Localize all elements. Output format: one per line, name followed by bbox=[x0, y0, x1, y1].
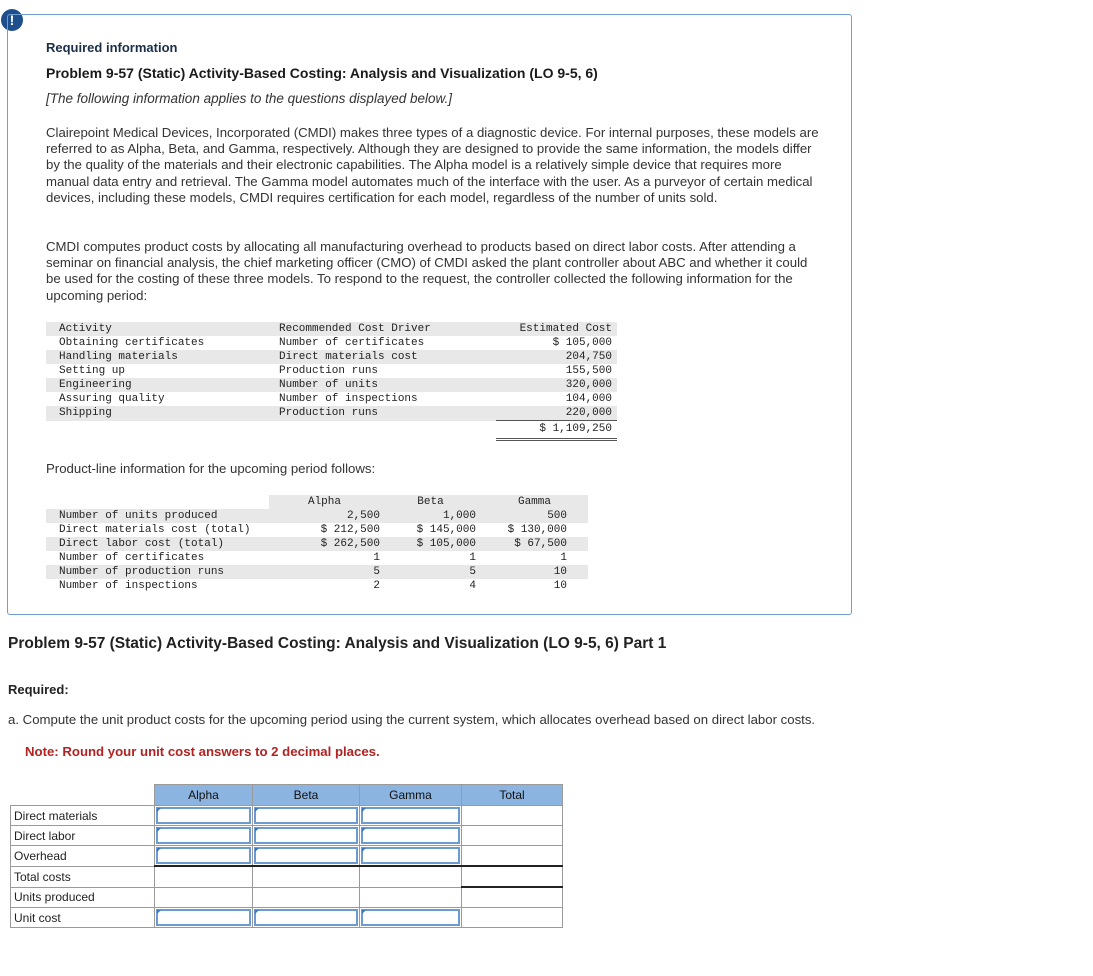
problem-title: Problem 9-57 (Static) Activity-Based Costing: Analysis and Visualization (LO 9-5, 6) bbox=[46, 65, 598, 81]
costing-paragraph: CMDI computes product costs by allocating all manufacturing overhead to products based on direct labor costs. After attending a seminar on financial analysis, the chief marketing officer (CMO) of CMDI asked the plant controller about ABC and whether it could be used for the costing of these three models. To respond to the request, the controller collected the following information for the upcoming period: bbox=[46, 239, 808, 303]
beta-value: $ 145,000 bbox=[416, 524, 476, 536]
total-direct-materials-cell bbox=[462, 806, 563, 826]
applies-note: [The following information applies to the questions displayed below.] bbox=[46, 91, 452, 106]
answer-row-direct-materials bbox=[11, 806, 563, 826]
table-row bbox=[46, 350, 617, 364]
beta-value: 1 bbox=[469, 552, 476, 564]
beta-direct-materials-input[interactable] bbox=[253, 806, 360, 826]
alpha-direct-materials-input[interactable] bbox=[155, 806, 253, 826]
table-row bbox=[46, 392, 617, 406]
table-row bbox=[46, 364, 617, 378]
alpha-units-cell bbox=[155, 887, 253, 908]
table-row bbox=[46, 565, 588, 579]
col-header-alpha: Alpha bbox=[269, 495, 385, 509]
col-header-beta: Beta bbox=[385, 495, 481, 509]
gamma-value: 500 bbox=[481, 509, 588, 523]
alpha-value: $ 262,500 bbox=[269, 537, 385, 551]
gamma-value: $ 130,000 bbox=[507, 524, 567, 536]
table-header-row bbox=[46, 495, 588, 509]
answer-row-units-produced bbox=[11, 887, 563, 908]
activity-name: Assuring quality bbox=[59, 393, 165, 405]
table-row bbox=[46, 406, 617, 421]
activity-name: Engineering bbox=[46, 378, 266, 392]
alpha-value: 2 bbox=[373, 580, 380, 592]
beta-overhead-input[interactable] bbox=[253, 846, 360, 867]
activity-name: Handling materials bbox=[46, 350, 266, 364]
table-row bbox=[46, 523, 588, 537]
total-total-costs-cell bbox=[462, 866, 563, 887]
cost-driver: Number of units bbox=[266, 378, 496, 392]
alpha-unit-cost-input[interactable] bbox=[155, 908, 253, 928]
row-label: Number of inspections bbox=[59, 580, 198, 592]
estimated-cost: $ 105,000 bbox=[552, 337, 612, 349]
answer-row-unit-cost bbox=[11, 908, 563, 928]
row-label: Overhead bbox=[11, 846, 155, 867]
col-header-total: Total bbox=[462, 785, 563, 806]
gamma-value: 1 bbox=[560, 552, 567, 564]
beta-direct-labor-input[interactable] bbox=[253, 826, 360, 846]
cost-driver: Production runs bbox=[266, 406, 496, 421]
cost-driver: Number of certificates bbox=[279, 337, 425, 349]
table-row bbox=[46, 551, 588, 565]
col-header-activity: Activity bbox=[46, 322, 266, 336]
activity-name: Setting up bbox=[59, 365, 126, 377]
question-text: Compute the unit product costs for the upcoming period using the current system, which allocates overhead based on direct labor costs. bbox=[22, 712, 816, 727]
question-prefix: a. bbox=[8, 712, 19, 727]
table-row bbox=[46, 509, 588, 523]
activity-cost-table bbox=[46, 322, 617, 441]
total-units-cell bbox=[462, 887, 563, 908]
rounding-note: Note: Round your unit cost answers to 2 decimal places. bbox=[25, 744, 380, 759]
row-label: Direct materials cost (total) bbox=[59, 524, 251, 536]
activity-name: Shipping bbox=[46, 406, 266, 421]
row-label: Direct materials bbox=[11, 806, 155, 826]
table-header-row bbox=[46, 322, 617, 336]
alert-icon: ! bbox=[1, 9, 23, 31]
beta-unit-cost-input[interactable] bbox=[253, 908, 360, 928]
gamma-units-cell bbox=[360, 887, 462, 908]
answer-row-direct-labor bbox=[11, 826, 563, 846]
total-overhead-cell bbox=[462, 846, 563, 867]
table-row bbox=[46, 336, 617, 350]
row-label: Total costs bbox=[11, 866, 155, 887]
col-header-estimated-cost: Estimated Cost bbox=[496, 322, 617, 336]
row-label: Unit cost bbox=[11, 908, 155, 928]
estimated-cost: 220,000 bbox=[496, 406, 617, 421]
gamma-total-costs-cell bbox=[360, 866, 462, 887]
beta-value: 4 bbox=[469, 580, 476, 592]
answer-header-row bbox=[11, 785, 563, 806]
col-header-gamma: Gamma bbox=[360, 785, 462, 806]
col-header-cost-driver: Recommended Cost Driver bbox=[266, 322, 496, 336]
cost-driver: Direct materials cost bbox=[266, 350, 496, 364]
gamma-direct-materials-input[interactable] bbox=[360, 806, 462, 826]
row-label: Direct labor bbox=[11, 826, 155, 846]
table-total-row bbox=[46, 421, 617, 440]
table-row bbox=[46, 537, 588, 551]
gamma-value: $ 67,500 bbox=[481, 537, 588, 551]
activity-name: Obtaining certificates bbox=[59, 337, 205, 349]
col-header-gamma: Gamma bbox=[481, 495, 588, 509]
col-header-alpha: Alpha bbox=[155, 785, 253, 806]
cost-driver: Production runs bbox=[279, 365, 379, 377]
total-direct-labor-cell bbox=[462, 826, 563, 846]
row-label: Number of units produced bbox=[46, 509, 269, 523]
table-row bbox=[46, 378, 617, 392]
estimated-cost: 320,000 bbox=[496, 378, 617, 392]
gamma-unit-cost-input[interactable] bbox=[360, 908, 462, 928]
part-title: Problem 9-57 (Static) Activity-Based Costing: Analysis and Visualization (LO 9-5, 6) Part 1 bbox=[8, 635, 667, 652]
alpha-value: $ 212,500 bbox=[320, 524, 380, 536]
answer-row-total-costs bbox=[11, 866, 563, 887]
beta-value: 5 bbox=[385, 565, 481, 579]
question bbox=[8, 712, 853, 728]
beta-value: $ 105,000 bbox=[385, 537, 481, 551]
col-header-beta: Beta bbox=[253, 785, 360, 806]
product-line-table bbox=[46, 495, 588, 593]
beta-value: 1,000 bbox=[385, 509, 481, 523]
table-row bbox=[46, 579, 588, 593]
intro-paragraph: Clairepoint Medical Devices, Incorporated (CMDI) makes three types of a diagnostic device. For internal purposes, these models are referred to as Alpha, Beta, and Gamma, respectively. Although they are designed to provide the same information, the models differ by the quality of the materials and their electronic capabilities. The Alpha model is a relatively simple device that requires more manual data entry and retrieval. The Gamma model automates much of the interface with the user. As a purveyor of certain medical devices, including these models, CMDI requires certification for each model, regardless of the number of units sold. bbox=[46, 125, 819, 205]
alpha-direct-labor-input[interactable] bbox=[155, 826, 253, 846]
total-unit-cost-cell bbox=[462, 908, 563, 928]
required-information-label: Required information bbox=[46, 40, 178, 55]
estimated-cost: 104,000 bbox=[565, 393, 612, 405]
required-label: Required: bbox=[8, 682, 69, 697]
row-label: Number of production runs bbox=[46, 565, 269, 579]
row-label: Number of certificates bbox=[59, 552, 205, 564]
alpha-value: 1 bbox=[373, 552, 380, 564]
row-label: Units produced bbox=[11, 887, 155, 908]
gamma-value: 10 bbox=[481, 565, 588, 579]
answer-table bbox=[10, 784, 563, 928]
alpha-overhead-input[interactable] bbox=[155, 846, 253, 867]
row-label: Direct labor cost (total) bbox=[46, 537, 269, 551]
answer-row-overhead bbox=[11, 846, 563, 867]
estimated-cost: 204,750 bbox=[496, 350, 617, 364]
alpha-value: 5 bbox=[269, 565, 385, 579]
estimated-cost: 155,500 bbox=[565, 365, 612, 377]
gamma-overhead-input[interactable] bbox=[360, 846, 462, 867]
estimated-cost-total: $ 1,109,250 bbox=[496, 421, 617, 440]
alpha-value: 2,500 bbox=[269, 509, 385, 523]
beta-units-cell bbox=[253, 887, 360, 908]
gamma-direct-labor-input[interactable] bbox=[360, 826, 462, 846]
gamma-value: 10 bbox=[553, 580, 567, 592]
beta-total-costs-cell bbox=[253, 866, 360, 887]
alpha-total-costs-cell bbox=[155, 866, 253, 887]
cost-driver: Number of inspections bbox=[279, 393, 418, 405]
product-line-intro: Product-line information for the upcoming period follows: bbox=[46, 461, 376, 476]
